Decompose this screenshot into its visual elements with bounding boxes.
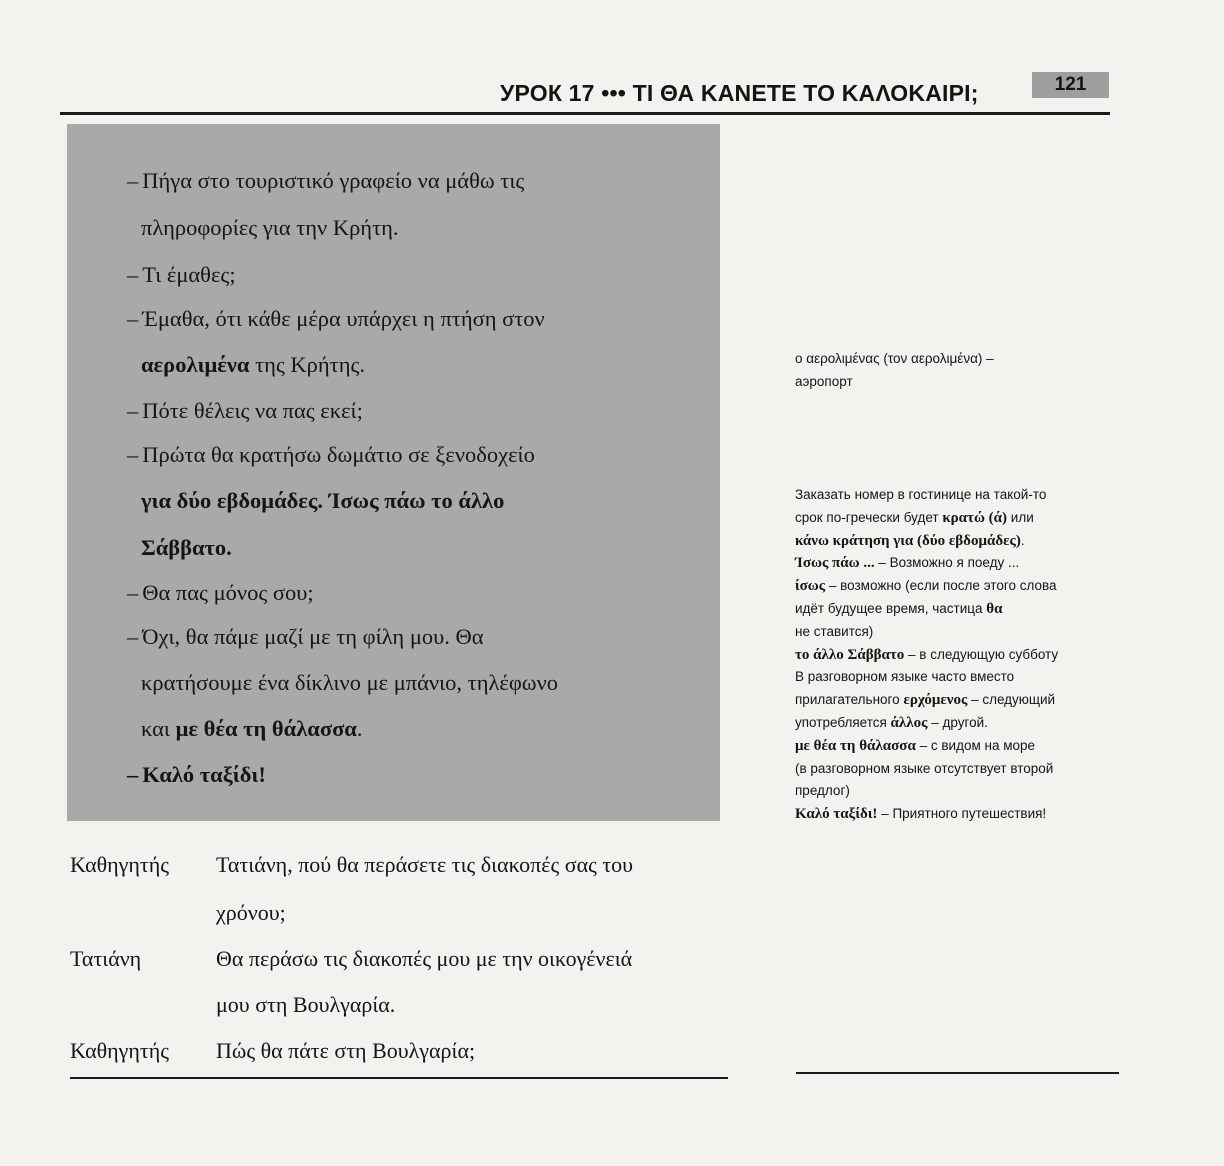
dialog-line: – Καλό ταξίδι! (127, 762, 266, 787)
speaker-label: Τατιάνη (70, 946, 142, 971)
vocab-note-airport (795, 348, 1125, 394)
note-line: Ίσως πάω ... – Возможно я поеду ... (795, 555, 1020, 572)
dialog-line: κρατήσουμε ένα δίκλινο με μπάνιο, τηλέφωνο (141, 670, 559, 695)
dialog-line: – Έμαθα, ότι κάθε μέρα υπάρχει η πτήση στον (127, 306, 545, 331)
dialog-line: – Πρώτα θα κρατήσω δωμάτιο σε ξενοδοχείο (127, 442, 535, 467)
note-line: το άλλο Σάββατο – в следующую субботу (795, 646, 1059, 663)
dialog-line: – Θα πας μόνος σου; (127, 580, 314, 605)
note-line: аэропорт (795, 373, 853, 389)
note-line: не ставится) (795, 623, 874, 639)
note-line: срок по-гречески будет κρατώ (ά) или (795, 509, 1034, 526)
page-number: 121 (1032, 72, 1109, 98)
note-line: прилагательного ερχόμενος – следующий (795, 692, 1056, 709)
dialog-line: πληροφορίες για την Κρήτη. (141, 215, 399, 240)
note-line: Καλό ταξίδι! – Приятного путешествия! (795, 806, 1047, 823)
header-rule (60, 112, 1110, 115)
note-line: ίσως – возможно (если после этого слова (795, 578, 1057, 595)
dialog-line: – Όχι, θα πάμε μαζί με τη φίλη μου. Θα (127, 624, 484, 649)
speech-line: Τατιάνη, πού θα περάσετε τις διακοπές σας του (216, 852, 634, 877)
bottom-rule-right (796, 1072, 1119, 1074)
vocab-note-booking (795, 484, 1125, 826)
note-line: предлог) (795, 783, 850, 799)
lesson-title: УРОК 17 ••• ΤΙ ΘΑ ΚΑΝΕΤΕ ΤΟ ΚΑΛΟΚΑΙΡΙ; (500, 80, 979, 106)
speaker-label: Καθηγητής (70, 852, 169, 877)
note-line: με θέα τη θάλασσα – с видом на море (795, 737, 1036, 754)
speech-line: χρόνου; (216, 900, 286, 925)
note-line: употребляется άλλος – другой. (795, 714, 988, 731)
dialog-line: για δύο εβδομάδες. Ίσως πάω το άλλο (141, 488, 505, 513)
speaker-label: Καθηγητής (70, 1038, 169, 1063)
dialog-line: αερολιμένα της Κρήτης. (141, 352, 366, 377)
dialog-line: Σάββατο. (141, 535, 232, 560)
speech-line: Θα περάσω τις διακοπές μου με την οικογένειά (216, 946, 633, 971)
note-line: идёт будущее время, частица θα (795, 600, 1003, 617)
bottom-rule-left (70, 1077, 728, 1079)
dialog-line: – Πήγα στο τουριστικό γραφείο να μάθω τις (127, 168, 525, 193)
note-line: (в разговорном языке отсутствует второй (795, 760, 1054, 776)
note-line: В разговорном языке часто вместо (795, 669, 1015, 685)
page-header (0, 70, 1224, 110)
note-line: κάνω κράτηση για (δύο εβδομάδες). (795, 532, 1025, 549)
dialog-line: – Πότε θέλεις να πας εκεί; (127, 398, 363, 423)
speech-line: Πώς θα πάτε στη Βουλγαρία; (216, 1038, 476, 1063)
note-line: ο αερολιμένας (τον αερολιμένα) – (795, 351, 994, 366)
note-line: Заказать номер в гостинице на такой-то (795, 487, 1047, 502)
dialog-line: – Τι έμαθες; (127, 262, 236, 287)
dialog-line: και με θέα τη θάλασσα. (141, 716, 363, 741)
speech-line: μου στη Βουλγαρία. (216, 992, 396, 1017)
